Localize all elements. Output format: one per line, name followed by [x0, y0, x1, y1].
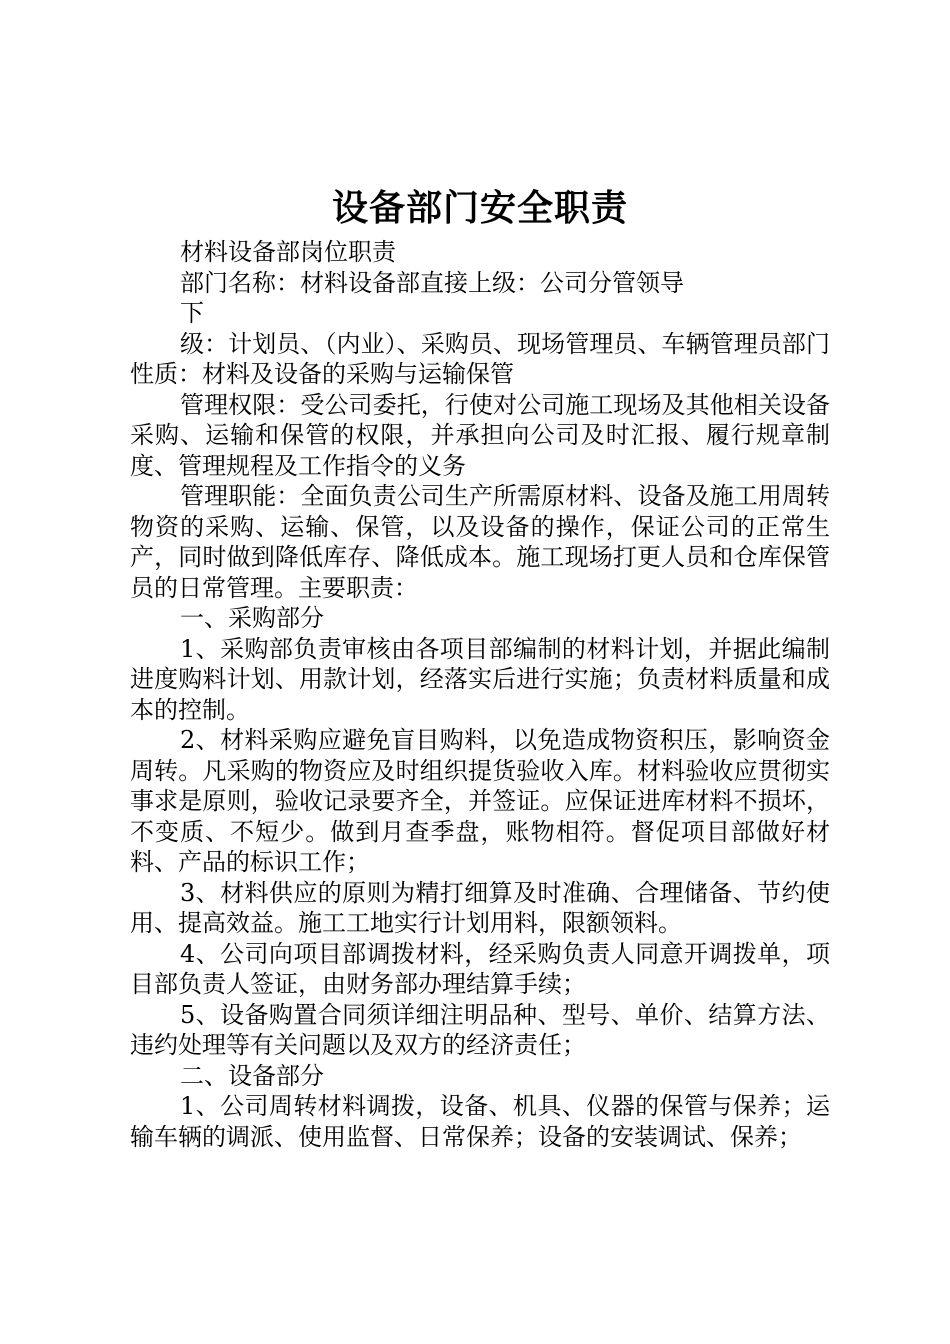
- section-heading-equipment: 二、设备部分: [180, 1061, 324, 1090]
- paragraph-job-title: 材料设备部岗位职责: [180, 238, 396, 266]
- document-page: [130, 183, 830, 1152]
- paragraph-management-authority: 管理权限：受公司委托，行使对公司施工现场及其他相关设备采购、运输和保管的权限，并承担向公司及时汇报、履行规章制度、管理规程及工作指令的义务: [130, 390, 830, 480]
- document-title: 设备部门安全职责: [331, 188, 628, 229]
- section-heading-procurement: 一、采购部分: [180, 604, 324, 632]
- paragraph-procurement-5: 5、设备购置合同须详细注明品种、型号、单价、结算方法、违约处理等有关问题以及双方的经济责任；: [130, 1000, 830, 1059]
- paragraph-subordinate-label: 下: [180, 299, 204, 327]
- paragraph-procurement-4: 4、公司向项目部调拨材料，经采购负责人同意开调拨单，项目部负责人签证，由财务部办理结算手续；: [130, 939, 830, 998]
- paragraph-subordinate-roles: 级：计划员、（内业）、采购员、现场管理员、车辆管理员部门性质：材料及设备的采购与运输保管: [130, 329, 830, 388]
- paragraph-management-functions: 管理职能：全面负责公司生产所需原材料、设备及施工用周转物资的采购、运输、保管，以及设备的操作，保证公司的正常生产，同时做到降低库存、降低成本。施工现场打更人员和仓库保管员的日常管理。主要职责：: [130, 482, 830, 602]
- paragraph-procurement-1: 1、采购部负责审核由各项目部编制的材料计划，并据此编制进度购料计划、用款计划，经落实后进行实施；负责材料质量和成本的控制。: [130, 634, 830, 724]
- paragraph-procurement-3: 3、材料供应的原则为精打细算及时准确、合理储备、节约使用、提高效益。施工工地实行计划用料，限额领料。: [130, 878, 830, 937]
- paragraph-equipment-1: 1、公司周转材料调拨，设备、机具、仪器的保管与保养；运输车辆的调派、使用监督、日常保养；设备的安装调试、保养；: [130, 1092, 830, 1151]
- paragraph-procurement-2: 2、材料采购应避免盲目购料，以免造成物资积压，影响资金周转。凡采购的物资应及时组织提货验收入库。材料验收应贯彻实事求是原则，验收记录要齐全，并签证。应保证进库材料不损坏，不变质、不短少。做到月查季盘，账物相符。督促项目部做好材料、产品的标识工作；: [130, 726, 830, 876]
- paragraph-department-name: 部门名称：材料设备部直接上级：公司分管领导: [180, 268, 684, 297]
